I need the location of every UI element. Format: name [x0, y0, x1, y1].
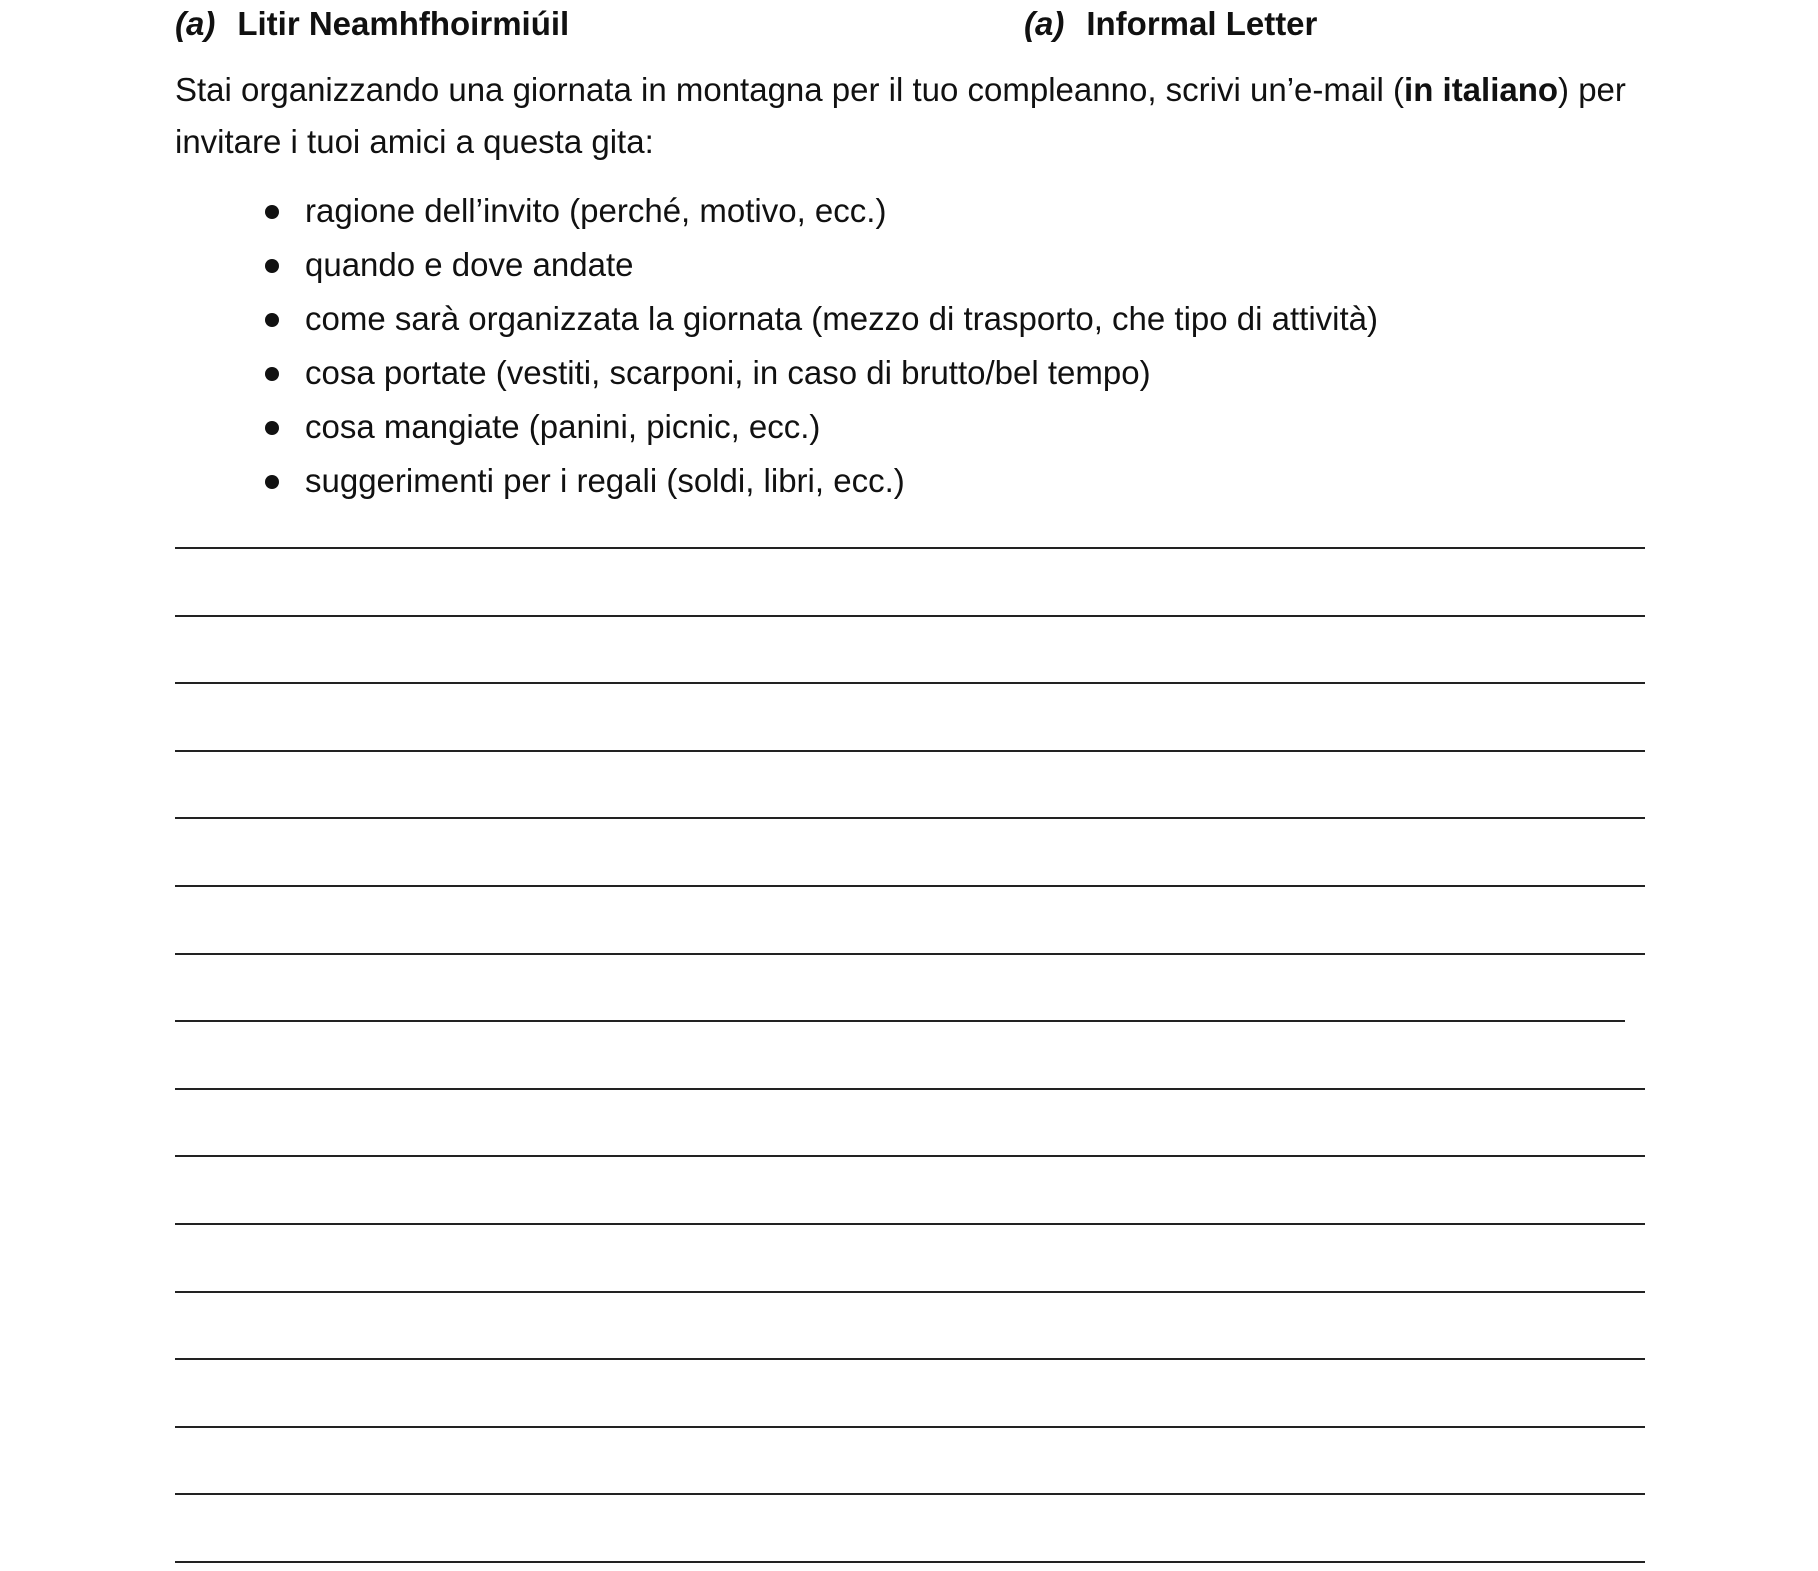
instructions-emphasis: in italiano: [1404, 71, 1559, 108]
answer-line[interactable]: [175, 1358, 1645, 1360]
heading-irish-title: Litir Neamhfhoirmiúil: [237, 5, 570, 42]
answer-line[interactable]: [175, 1561, 1645, 1563]
answer-line[interactable]: [175, 817, 1645, 819]
answer-line[interactable]: [175, 615, 1645, 617]
bullet-text: cosa portate (vestiti, scarponi, in caso di brutto/bel tempo): [305, 354, 1151, 391]
bullet-text: cosa mangiate (panini, picnic, ecc.): [305, 408, 821, 445]
answer-line[interactable]: [175, 1155, 1645, 1157]
answer-line[interactable]: [175, 1493, 1645, 1495]
bullet-text: quando e dove andate: [305, 246, 634, 283]
answer-line[interactable]: [175, 1223, 1645, 1225]
answer-line[interactable]: [175, 1291, 1645, 1293]
answer-line[interactable]: [175, 1426, 1645, 1428]
answer-line[interactable]: [175, 885, 1645, 887]
answer-line[interactable]: [175, 547, 1645, 549]
heading-english-title: Informal Letter: [1086, 5, 1318, 42]
answer-line[interactable]: [175, 953, 1645, 955]
bullet-text: come sarà organizzata la giornata (mezzo di trasporto, che tipo di attività): [305, 300, 1379, 337]
answer-line[interactable]: [175, 1020, 1625, 1022]
answer-line[interactable]: [175, 682, 1645, 684]
bullet-text: suggerimenti per i regali (soldi, libri, ecc.): [305, 462, 905, 499]
question-label: (a): [175, 5, 216, 42]
instructions-text-start: Stai organizzando una giornata in montagna per il tuo compleanno, scrivi un’e-mail (: [175, 71, 1405, 108]
answer-line[interactable]: [175, 1088, 1645, 1090]
answer-area[interactable]: [175, 0, 1645, 1571]
answer-line[interactable]: [175, 750, 1645, 752]
question-label: (a): [1024, 5, 1065, 42]
instructions-text-end: ) per invitare i tuoi amici a questa gita:: [175, 71, 1626, 160]
bullet-text: ragione dell’invito (perché, motivo, ecc.): [305, 192, 887, 229]
